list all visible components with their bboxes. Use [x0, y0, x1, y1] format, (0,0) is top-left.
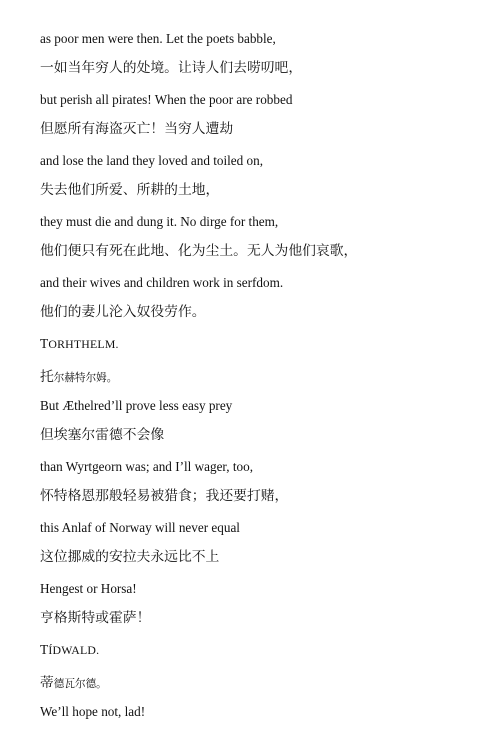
document-page — [40, 32, 470, 735]
speaker-zh-initial-2: 蒂 — [40, 675, 54, 691]
verse-line-en-2: but perish all pirates! When the poor are robbed — [40, 92, 293, 107]
verse-line-zh-9: 亨格斯特或霍萨！ — [40, 610, 151, 626]
speaker-small-caps-2: ÍDWALD. — [48, 643, 100, 657]
verse-line-zh-4: 他们便只有死在此地、化为尘土。无人为他们哀歌， — [40, 243, 358, 259]
verse-line-en-6: But Æthelred’ll prove less easy prey — [40, 398, 233, 413]
verse-line-en-7: than Wyrtgeorn was; and I’ll wager, too, — [40, 459, 254, 474]
verse-line-zh-5: 他们的妻儿沦入奴役劳作。 — [40, 304, 206, 320]
verse-line-en-9: Hengest or Horsa! — [40, 581, 137, 596]
speaker-zh-rest-2: 德瓦尔德。 — [53, 678, 107, 690]
verse-line-en-1: as poor men were then. Let the poets babble, — [40, 31, 276, 46]
speaker-name-en — [40, 337, 470, 368]
speaker-name-zh-2 — [40, 674, 470, 705]
verse-line-zh-6: 但埃塞尔雷德不会像 — [40, 427, 165, 443]
speaker-name-en-2 — [40, 643, 470, 674]
speaker-zh-initial: 托 — [40, 369, 54, 385]
verse-line-en-8: this Anlaf of Norway will never equal — [40, 520, 240, 535]
verse-line-en-10: We’ll hope not, lad! — [40, 704, 146, 719]
speaker-name-zh — [40, 368, 470, 399]
speaker-zh-rest: 尔赫特尔姆。 — [53, 372, 118, 384]
verse-line-zh-2: 但愿所有海盗灭亡！当穷人遭劫 — [40, 121, 234, 137]
speaker-initial: T — [40, 336, 49, 351]
verse-line-en-3: and lose the land they loved and toiled on, — [40, 153, 264, 168]
verse-line-en-4: they must die and dung it. No dirge for them, — [40, 214, 279, 229]
speaker-small-caps: ORHTHELM. — [48, 337, 119, 351]
verse-line-en-5: and their wives and children work in serfdom. — [40, 275, 284, 290]
speaker-initial-2: T — [40, 642, 49, 657]
verse-line-zh-1: 一如当年穷人的处境。让诗人们去唠叨吧， — [40, 60, 303, 76]
verse-line-zh-8: 这位挪威的安拉夫永远比不上 — [40, 549, 220, 565]
verse-line-zh-3: 失去他们所爱、所耕的土地， — [40, 182, 220, 198]
verse-line-zh-7: 怀特格恩那般轻易被猎食；我还要打赌， — [40, 488, 289, 504]
